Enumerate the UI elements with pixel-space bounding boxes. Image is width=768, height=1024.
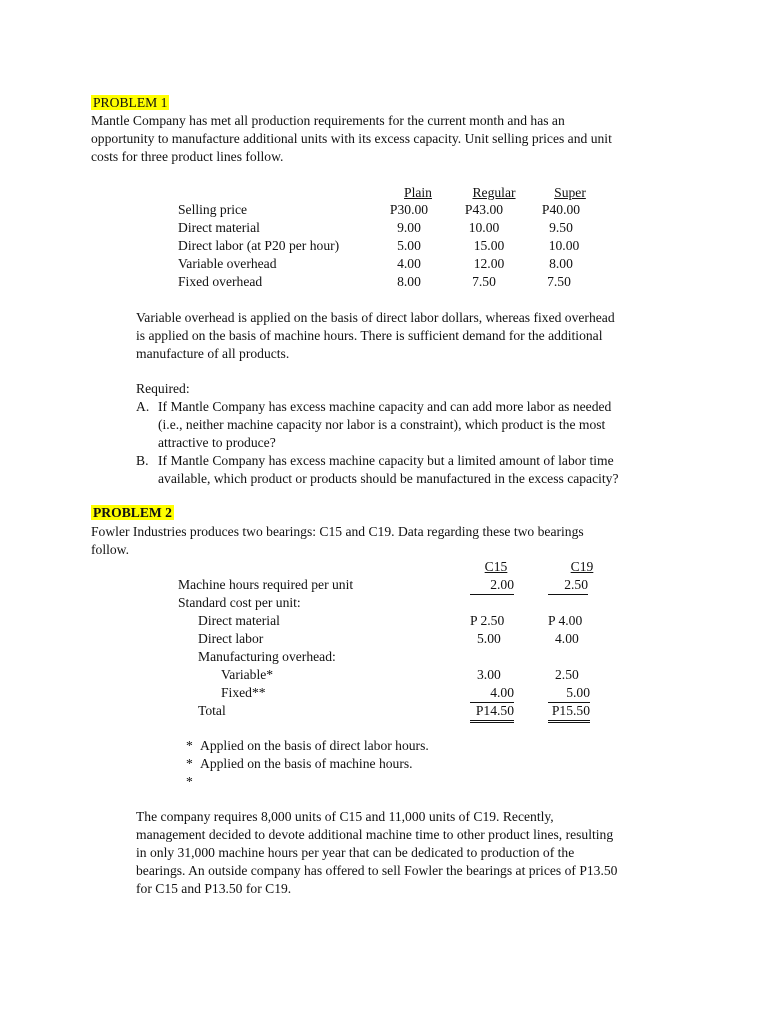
cell-c15: 3.00 xyxy=(477,667,501,682)
problem-2-intro-line: Fowler Industries produces two bearings: C15 and C19. Data regarding these two bearings xyxy=(91,524,584,539)
row-label: Manufacturing overhead: xyxy=(198,649,336,664)
item-line: If Mantle Company has excess machine capacity and can add more labor as needed xyxy=(158,399,612,414)
row-label: Fixed** xyxy=(221,685,266,700)
cell-plain: P30.00 xyxy=(389,202,429,217)
problem-2-closing xyxy=(136,808,617,898)
problem-1-note-line: Variable overhead is applied on the basis of direct labor dollars, whereas fixed overhead xyxy=(136,310,615,325)
footnote-text: Applied on the basis of direct labor hours. xyxy=(200,738,429,753)
item-line: If Mantle Company has excess machine capacity but a limited amount of labor time xyxy=(158,453,614,468)
cell-super: 10.00 xyxy=(548,238,580,253)
cell-super: 7.50 xyxy=(547,274,571,289)
footnote-text: Applied on the basis of machine hours. xyxy=(200,756,413,771)
cell-c19: 2.50 xyxy=(555,667,579,682)
row-label: Variable* xyxy=(221,667,274,682)
item-text xyxy=(158,452,619,488)
row-label: Variable overhead xyxy=(178,256,277,271)
row-label: Direct labor (at P20 per hour) xyxy=(178,238,340,253)
item-marker: A. xyxy=(136,399,150,414)
cell-regular: 7.50 xyxy=(472,274,496,289)
row-label: Direct labor xyxy=(198,631,264,646)
cell-c19: 4.00 xyxy=(555,631,579,646)
cell-c15: P 2.50 xyxy=(470,613,505,628)
problem-1-intro xyxy=(91,112,612,166)
problem-1-note xyxy=(136,309,615,363)
column-header-regular: Regular xyxy=(472,185,516,200)
column-header-c15: C15 xyxy=(484,559,508,574)
column-header-super: Super xyxy=(554,185,586,200)
cell-regular: 12.00 xyxy=(473,256,505,271)
row-label: Machine hours required per unit xyxy=(178,577,354,592)
cell-c15: 2.00 xyxy=(470,576,514,595)
cell-plain: 5.00 xyxy=(397,238,421,253)
problem-1-heading-text: PROBLEM 1 xyxy=(93,95,168,110)
problem-2-heading-text: PROBLEM 2 xyxy=(93,505,172,520)
row-label: Selling price xyxy=(178,202,248,217)
problem-1-note-line: is applied on the basis of machine hours. There is sufficient demand for the additional xyxy=(136,328,603,343)
footnote-marker: * xyxy=(186,756,193,771)
problem-2-closing-line: bearings. An outside company has offered to sell Fowler the bearings at prices of P13.50 xyxy=(136,863,618,878)
row-label: Direct material xyxy=(198,613,280,628)
item-text xyxy=(158,398,611,452)
cell-c19: 2.50 xyxy=(548,576,588,595)
problem-2-closing-line: in only 31,000 machine hours per year that can be dedicated to production of the xyxy=(136,845,575,860)
item-line: attractive to produce? xyxy=(158,435,276,450)
row-label: Direct material xyxy=(178,220,260,235)
problem-1-intro-line: opportunity to manufacture additional units with its excess capacity. Unit selling prices and unit xyxy=(91,131,612,146)
problem-2-heading xyxy=(91,504,174,522)
cell-c19: 5.00 xyxy=(548,684,590,703)
cell-c19: P 4.00 xyxy=(548,613,583,628)
cell-c15: 4.00 xyxy=(470,684,514,703)
item-marker: B. xyxy=(136,453,149,468)
problem-1-note-line: manufacture of all products. xyxy=(136,346,290,361)
row-label: Total xyxy=(198,703,226,718)
cell-super: P40.00 xyxy=(541,202,581,217)
footnote-marker: * xyxy=(186,774,193,789)
required-label: Required: xyxy=(136,381,190,396)
cell-plain: 4.00 xyxy=(397,256,421,271)
cell-super: 8.00 xyxy=(549,256,573,271)
column-header-plain: Plain xyxy=(404,185,432,200)
cell-c19-total: P15.50 xyxy=(548,702,590,723)
problem-1-heading xyxy=(91,94,169,112)
problem-2-closing-line: The company requires 8,000 units of C15 and 11,000 units of C19. Recently, xyxy=(136,809,554,824)
cell-plain: 9.00 xyxy=(397,220,421,235)
row-label: Standard cost per unit: xyxy=(178,595,301,610)
item-line: available, which product or products should be manufactured in the excess capacity? xyxy=(158,471,619,486)
row-label: Fixed overhead xyxy=(178,274,263,289)
problem-2-closing-line: for C15 and P13.50 for C19. xyxy=(136,881,292,896)
cell-regular: 10.00 xyxy=(468,220,500,235)
cell-super: 9.50 xyxy=(549,220,573,235)
cell-c15: 5.00 xyxy=(477,631,501,646)
cell-c15-total: P14.50 xyxy=(470,702,514,723)
cell-regular: P43.00 xyxy=(464,202,504,217)
cell-regular: 15.00 xyxy=(473,238,505,253)
problem-1-intro-line: Mantle Company has met all production requirements for the current month and has an xyxy=(91,113,565,128)
footnote-marker: * xyxy=(186,738,193,753)
problem-2-intro-line: follow. xyxy=(91,542,130,557)
item-line: (i.e., neither machine capacity nor labor is a constraint), which product is the most xyxy=(158,417,606,432)
problem-2-intro xyxy=(91,523,584,559)
problem-1-intro-line: costs for three product lines follow. xyxy=(91,149,284,164)
cell-plain: 8.00 xyxy=(397,274,421,289)
problem-2-closing-line: management decided to devote additional machine time to other product lines, resulting xyxy=(136,827,614,842)
column-header-c19: C19 xyxy=(570,559,594,574)
